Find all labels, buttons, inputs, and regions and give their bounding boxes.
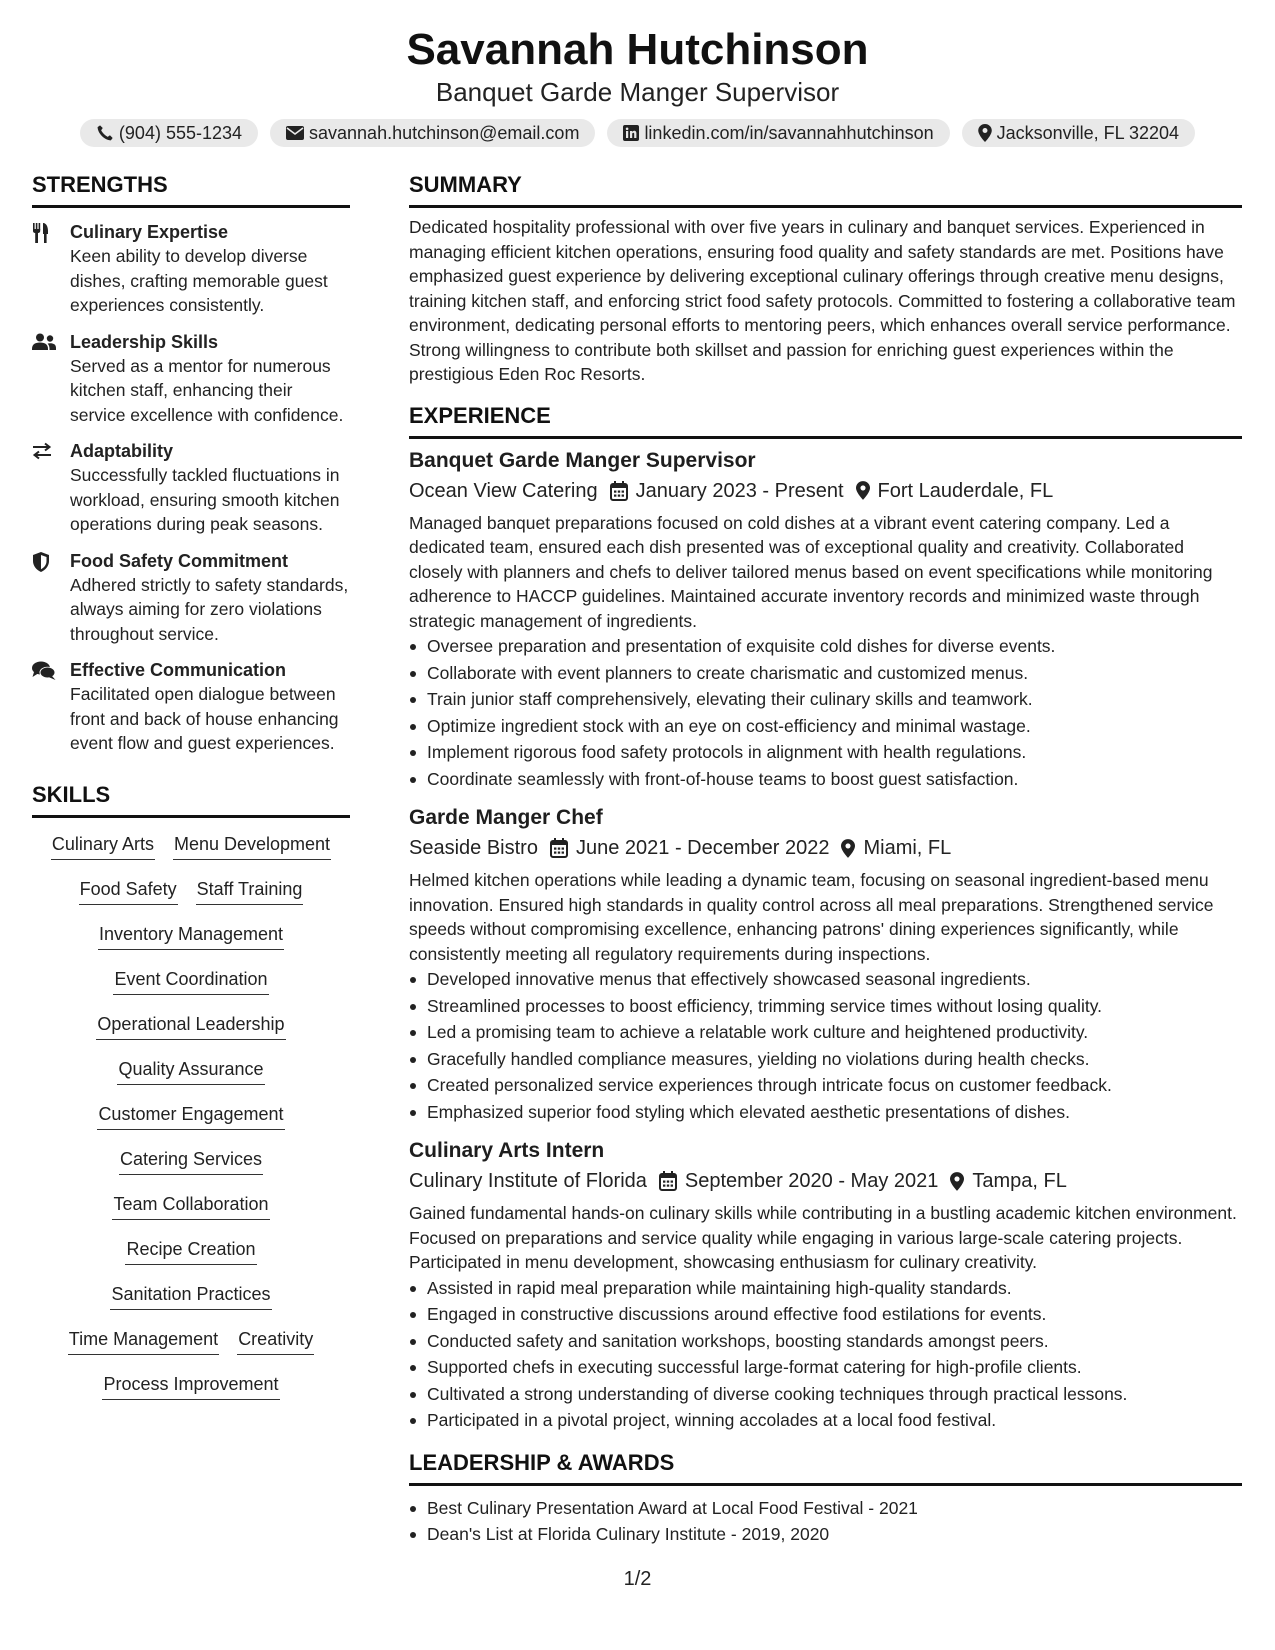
job-location: Fort Lauderdale, FL <box>877 479 1054 502</box>
skill-tag: Catering Services <box>119 1147 263 1175</box>
job-meta <box>409 833 1242 863</box>
list-item: Engaged in constructive discussions around effective food estilations for events. <box>409 1301 1242 1328</box>
summary-heading: SUMMARY <box>409 170 1242 208</box>
location-pin-icon <box>950 1172 964 1191</box>
skill-row <box>32 832 350 877</box>
job-description: Managed banquet preparations focused on cold dishes at a vibrant event catering company. Led a dedicated team, ensured each dish presented was of exceptional quality and creativity. Collaborated closely with planners and chefs to deliver tailored menus based on event specifications while monitoring adherence to HACCP guidelines. Maintained accurate inventory records and minimized waste through strategic management of ingredients. <box>409 512 1213 631</box>
strength-item <box>32 439 350 537</box>
list-item: Created personalized service experiences through intricate focus on customer feedback. <box>409 1072 1242 1099</box>
job-title: Banquet Garde Manger Supervisor <box>409 448 756 472</box>
contact-phone[interactable] <box>80 119 258 147</box>
skills-list <box>32 832 350 1417</box>
skill-tag: Culinary Arts <box>51 832 155 860</box>
list-item: Cultivated a strong understanding of diverse cooking techniques through practical lessons. <box>409 1381 1242 1408</box>
list-item: Emphasized superior food styling which elevated aesthetic presentations of dishes. <box>409 1099 1242 1126</box>
list-item: Train junior staff comprehensively, elevating their culinary skills and teamwork. <box>409 686 1242 713</box>
phone-icon <box>96 124 114 142</box>
job-entry <box>409 804 1242 1125</box>
awards-heading: LEADERSHIP & AWARDS <box>409 1448 1242 1486</box>
resume-header <box>0 18 1275 147</box>
skill-tag: Time Management <box>68 1327 219 1355</box>
skill-tag: Menu Development <box>173 832 331 860</box>
shield-icon <box>32 552 50 572</box>
awards-list <box>409 1495 1242 1548</box>
job-description: Gained fundamental hands-on culinary skills while contributing in a bustling academic kitchen environment. Focused on preparations and service quality while engaging in various large-scale catering projects. Participated in menu development, showcasing enthusiasm for culinary creativity. <box>409 1203 1237 1272</box>
contact-location-text: Jacksonville, FL 32204 <box>996 122 1180 143</box>
envelope-icon <box>286 125 304 141</box>
experience-heading: EXPERIENCE <box>409 401 1242 439</box>
list-item: Developed innovative menus that effectively showcased seasonal ingredients. <box>409 966 1242 993</box>
strength-item <box>32 220 350 318</box>
contact-email[interactable] <box>270 119 595 147</box>
job-company: Ocean View Catering <box>409 479 598 502</box>
strength-title: Effective Communication <box>70 660 287 680</box>
candidate-title: Banquet Garde Manger Supervisor <box>435 77 840 107</box>
users-icon <box>32 333 56 351</box>
award-item: Best Culinary Presentation Award at Local Food Festival - 2021 <box>409 1495 1242 1522</box>
job-company: Seaside Bistro <box>409 837 538 859</box>
contact-email-text: savannah.hutchinson@email.com <box>309 122 580 143</box>
strength-description: Keen ability to develop diverse dishes, crafting memorable guest experiences consistently. <box>70 246 328 315</box>
strength-title: Leadership Skills <box>70 331 219 352</box>
strengths-heading: STRENGTHS <box>32 170 350 208</box>
linkedin-icon <box>623 125 639 141</box>
list-item: Assisted in rapid meal preparation while maintaining high-quality standards. <box>409 1275 1242 1302</box>
strength-title: Adaptability <box>70 441 174 461</box>
job-entry <box>409 447 1242 793</box>
awards-section <box>409 1448 1242 1548</box>
strength-description: Facilitated open dialogue between front and back of house enhancing event flow and guest experiences. <box>70 684 339 753</box>
skill-row <box>32 1012 350 1057</box>
list-item: Conducted safety and sanitation workshops, boosting standards amongst peers. <box>409 1328 1242 1355</box>
skill-tag: Creativity <box>237 1327 314 1355</box>
skill-row <box>32 1372 350 1417</box>
skill-row <box>32 1102 350 1147</box>
award-item: Dean's List at Florida Culinary Institute - 2019, 2020 <box>409 1521 1242 1548</box>
skill-tag: Customer Engagement <box>97 1102 284 1130</box>
location-pin-icon <box>856 481 870 500</box>
strength-item <box>32 549 350 647</box>
job-list <box>409 447 1242 1434</box>
summary-text: Dedicated hospitality professional with over five years in culinary and banquet services. Experienced in managing efficient kitchen operations, ensuring food quality and safety standards are met. Positions have emphasized guest experience by delivering exceptional culinary offerings through creative menu designs, training kitchen staff, and enforcing strict food safety protocols. Committed to fostering a collaborative team environment, dedicating personal efforts to mentoring peers, which enhances overall service performance. Strong willingness to contribute both skillset and passion for enriching guest experiences within the prestigious Eden Roc Resorts. <box>409 217 1236 384</box>
candidate-name: Savannah Hutchinson <box>406 25 869 74</box>
skill-tag: Process Improvement <box>102 1372 279 1400</box>
contact-location <box>962 119 1195 147</box>
skill-tag: Recipe Creation <box>125 1237 256 1265</box>
skill-tag: Quality Assurance <box>117 1057 264 1085</box>
job-company: Culinary Institute of Florida <box>409 1170 647 1192</box>
comments-icon <box>32 661 56 681</box>
skill-row <box>32 877 350 922</box>
strengths-section <box>32 170 350 756</box>
skill-tag: Operational Leadership <box>96 1012 285 1040</box>
list-item: Optimize ingredient stock with an eye on cost-efficiency and minimal wastage. <box>409 713 1242 740</box>
job-meta <box>409 476 1242 506</box>
job-bullets <box>409 633 1242 792</box>
list-item: Streamlined processes to boost efficiency, trimming service times without losing quality. <box>409 993 1242 1020</box>
job-bullets <box>409 966 1242 1125</box>
list-item: Led a promising team to achieve a relatable work culture and heightened productivity. <box>409 1019 1242 1046</box>
list-item: Gracefully handled compliance measures, yielding no violations during health checks. <box>409 1046 1242 1073</box>
right-column <box>409 170 1242 1548</box>
contact-linkedin-text: linkedin.com/in/savannahhutchinson <box>644 122 934 143</box>
skill-tag: Staff Training <box>196 877 304 905</box>
strength-title: Culinary Expertise <box>70 222 229 242</box>
skill-row <box>32 922 350 967</box>
job-title: Garde Manger Chef <box>409 806 603 829</box>
skill-row <box>32 1192 350 1237</box>
job-location: Miami, FL <box>863 837 952 859</box>
left-column <box>32 170 350 1417</box>
list-item: Coordinate seamlessly with front-of-house teams to boost guest satisfaction. <box>409 766 1242 793</box>
location-pin-icon <box>978 124 992 142</box>
strength-description: Adhered strictly to safety standards, always aiming for zero violations throughout service. <box>70 574 349 644</box>
experience-section <box>409 401 1242 1434</box>
skill-row <box>32 1282 350 1327</box>
list-item: Supported chefs in executing successful large-format catering for high-profile clients. <box>409 1354 1242 1381</box>
skill-tag: Food Safety <box>79 877 178 905</box>
job-bullets <box>409 1275 1242 1434</box>
skill-row <box>32 967 350 1012</box>
page-number: 1/2 <box>623 1568 652 1590</box>
list-item: Oversee preparation and presentation of exquisite cold dishes for diverse events. <box>409 633 1242 660</box>
job-entry <box>409 1137 1242 1434</box>
skill-row <box>32 1057 350 1102</box>
skill-row <box>32 1237 350 1282</box>
job-dates: June 2021 - December 2022 <box>575 837 830 859</box>
utensils-icon <box>32 223 50 243</box>
summary-section <box>409 170 1242 387</box>
contact-bar <box>0 119 1275 147</box>
job-dates: January 2023 - Present <box>635 479 844 502</box>
skill-row <box>32 1147 350 1192</box>
skills-section <box>32 780 350 1417</box>
job-location: Tampa, FL <box>972 1170 1067 1192</box>
job-dates: September 2020 - May 2021 <box>684 1170 939 1192</box>
skill-tag: Event Coordination <box>113 967 268 995</box>
strength-item <box>32 658 350 756</box>
calendar-icon <box>610 481 628 501</box>
location-pin-icon <box>841 839 855 858</box>
strength-item <box>32 330 350 428</box>
list-item: Collaborate with event planners to create charismatic and customized menus. <box>409 660 1242 687</box>
contact-phone-text: (904) 555-1234 <box>118 122 243 143</box>
calendar-icon <box>550 838 568 858</box>
job-meta <box>409 1166 1242 1196</box>
exchange-arrows-icon <box>32 442 52 460</box>
contact-linkedin[interactable] <box>607 119 949 147</box>
skill-tag: Sanitation Practices <box>110 1282 271 1310</box>
strength-title: Food Safety Commitment <box>70 550 289 571</box>
list-item: Participated in a pivotal project, winning accolades at a local food festival. <box>409 1407 1242 1434</box>
strength-description: Served as a mentor for numerous kitchen staff, enhancing their service excellence with confidence. <box>70 355 344 425</box>
skill-row <box>32 1327 350 1372</box>
skills-heading: SKILLS <box>32 780 350 818</box>
skill-tag: Inventory Management <box>98 922 284 950</box>
job-description: Helmed kitchen operations while leading a dynamic team, focusing on seasonal ingredient-based menu innovation. Ensured high standards in quality control across all meal preparations. Strengthened service speeds without compromising excellence, enhancing patrons' dining experiences significantly, while consistently meeting all regulatory requirements during inspections. <box>409 870 1214 964</box>
strength-description: Successfully tackled fluctuations in workload, ensuring smooth kitchen operations during peak seasons. <box>70 465 340 534</box>
calendar-icon <box>659 1171 677 1191</box>
skill-tag: Team Collaboration <box>112 1192 269 1220</box>
job-title: Culinary Arts Intern <box>409 1139 605 1162</box>
list-item: Implement rigorous food safety protocols in alignment with health regulations. <box>409 739 1242 766</box>
